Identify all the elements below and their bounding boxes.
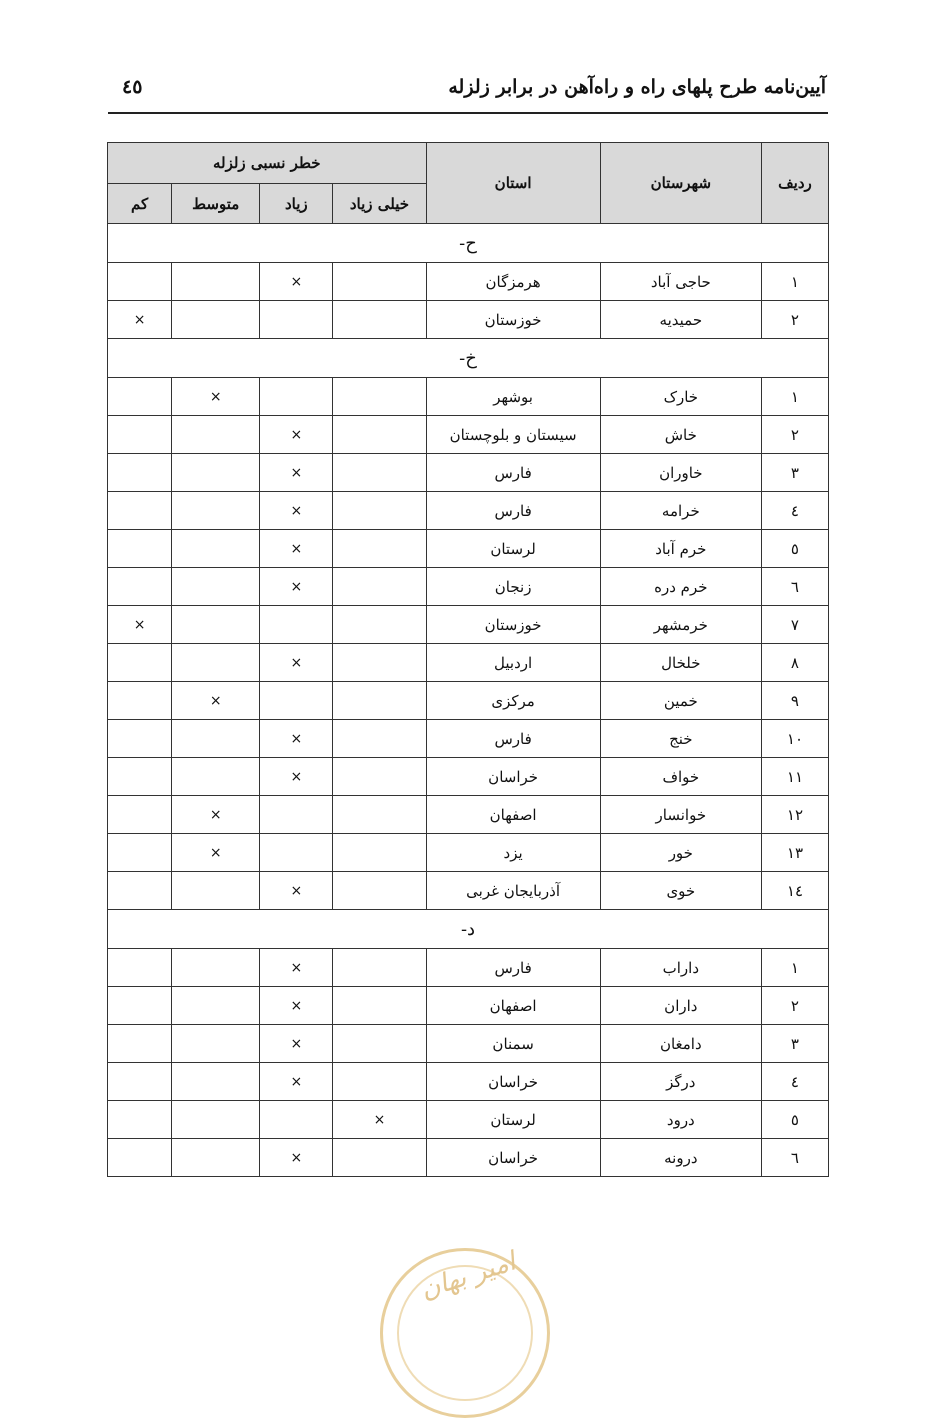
cell-province: مرکزی — [426, 682, 600, 720]
cell-county: داران — [600, 987, 761, 1025]
cell-low: × — [108, 606, 172, 644]
table-row — [108, 1101, 829, 1139]
cell-low — [108, 1139, 172, 1177]
cell-very-high — [333, 1063, 426, 1101]
section-row — [108, 910, 829, 949]
cell-medium — [172, 1063, 260, 1101]
cell-medium — [172, 301, 260, 339]
cell-province: فارس — [426, 454, 600, 492]
cell-low — [108, 949, 172, 987]
section-label: خ- — [108, 339, 829, 378]
header-very-high: خیلی زیاد — [333, 184, 426, 224]
cell-province: فارس — [426, 492, 600, 530]
cell-province: یزد — [426, 834, 600, 872]
table-row — [108, 872, 829, 910]
cell-row-number: ٦ — [761, 1139, 828, 1177]
cell-province: اردبیل — [426, 644, 600, 682]
cell-high: × — [260, 416, 333, 454]
cell-province: لرستان — [426, 1101, 600, 1139]
header-medium: متوسط — [172, 184, 260, 224]
table-row — [108, 987, 829, 1025]
cell-high: × — [260, 758, 333, 796]
cell-very-high — [333, 416, 426, 454]
cell-very-high — [333, 949, 426, 987]
section-row — [108, 224, 829, 263]
cell-low — [108, 378, 172, 416]
cell-high — [260, 682, 333, 720]
cell-low — [108, 796, 172, 834]
cell-very-high — [333, 454, 426, 492]
cell-province: خوزستان — [426, 301, 600, 339]
cell-county: درونه — [600, 1139, 761, 1177]
cell-county: خوانسار — [600, 796, 761, 834]
table-row — [108, 1063, 829, 1101]
cell-county: حاجی آباد — [600, 263, 761, 301]
table-row — [108, 568, 829, 606]
cell-province: لرستان — [426, 530, 600, 568]
cell-very-high — [333, 720, 426, 758]
table-row — [108, 263, 829, 301]
cell-province: هرمزگان — [426, 263, 600, 301]
cell-medium — [172, 492, 260, 530]
cell-high: × — [260, 530, 333, 568]
cell-medium — [172, 568, 260, 606]
cell-province: خراسان — [426, 758, 600, 796]
cell-high: × — [260, 454, 333, 492]
cell-low — [108, 1101, 172, 1139]
section-label: د- — [108, 910, 829, 949]
table-body — [108, 224, 829, 1177]
cell-row-number: ٥ — [761, 1101, 828, 1139]
seismic-risk-table — [107, 142, 829, 1177]
cell-high: × — [260, 720, 333, 758]
cell-low: × — [108, 301, 172, 339]
publisher-seal-logo — [380, 1248, 550, 1418]
cell-row-number: ١٠ — [761, 720, 828, 758]
cell-row-number: ١ — [761, 949, 828, 987]
cell-very-high — [333, 606, 426, 644]
cell-high — [260, 834, 333, 872]
header-province: استان — [426, 143, 600, 224]
cell-row-number: ٧ — [761, 606, 828, 644]
cell-province: سمنان — [426, 1025, 600, 1063]
cell-low — [108, 1063, 172, 1101]
cell-very-high — [333, 644, 426, 682]
cell-low — [108, 682, 172, 720]
page-title: آیین‌نامه طرح پلهای راه و راه‌آهن در برابر زلزله — [448, 76, 826, 98]
cell-county: درگز — [600, 1063, 761, 1101]
table-row — [108, 1025, 829, 1063]
cell-province: خراسان — [426, 1063, 600, 1101]
cell-row-number: ٦ — [761, 568, 828, 606]
cell-low — [108, 492, 172, 530]
cell-row-number: ٣ — [761, 1025, 828, 1063]
cell-low — [108, 758, 172, 796]
header-low: کم — [108, 184, 172, 224]
table-row — [108, 949, 829, 987]
cell-medium — [172, 987, 260, 1025]
table-row — [108, 1139, 829, 1177]
cell-medium — [172, 1101, 260, 1139]
cell-row-number: ٤ — [761, 492, 828, 530]
cell-low — [108, 1025, 172, 1063]
cell-county: درود — [600, 1101, 761, 1139]
header-risk-group: خطر نسبی زلزله — [108, 143, 427, 184]
cell-high: × — [260, 644, 333, 682]
page-number: ٤٥ — [122, 76, 143, 98]
cell-low — [108, 530, 172, 568]
cell-high: × — [260, 492, 333, 530]
cell-row-number: ١٤ — [761, 872, 828, 910]
cell-low — [108, 644, 172, 682]
cell-high: × — [260, 263, 333, 301]
cell-high — [260, 1101, 333, 1139]
cell-row-number: ٤ — [761, 1063, 828, 1101]
cell-very-high — [333, 1025, 426, 1063]
cell-medium — [172, 1139, 260, 1177]
cell-medium — [172, 530, 260, 568]
table-row — [108, 682, 829, 720]
table-row — [108, 492, 829, 530]
table-row — [108, 606, 829, 644]
cell-medium: × — [172, 834, 260, 872]
cell-high: × — [260, 1063, 333, 1101]
cell-low — [108, 416, 172, 454]
cell-county: حمیدیه — [600, 301, 761, 339]
cell-province: اصفهان — [426, 796, 600, 834]
cell-province: آذربایجان غربی — [426, 872, 600, 910]
cell-low — [108, 834, 172, 872]
cell-very-high — [333, 301, 426, 339]
cell-county: خمین — [600, 682, 761, 720]
cell-very-high — [333, 682, 426, 720]
cell-province: اصفهان — [426, 987, 600, 1025]
header-county: شهرستان — [600, 143, 761, 224]
seal-lettering: امیر بهان — [416, 1246, 520, 1306]
table-row — [108, 720, 829, 758]
cell-high: × — [260, 1139, 333, 1177]
cell-high: × — [260, 568, 333, 606]
table-row — [108, 530, 829, 568]
cell-county: خوی — [600, 872, 761, 910]
header-row-number: ردیف — [761, 143, 828, 224]
cell-county: خور — [600, 834, 761, 872]
cell-medium — [172, 263, 260, 301]
cell-medium: × — [172, 378, 260, 416]
cell-very-high — [333, 872, 426, 910]
table-row — [108, 834, 829, 872]
cell-low — [108, 454, 172, 492]
cell-high — [260, 378, 333, 416]
cell-row-number: ٨ — [761, 644, 828, 682]
cell-county: خرمشهر — [600, 606, 761, 644]
section-label: ح- — [108, 224, 829, 263]
cell-province: بوشهر — [426, 378, 600, 416]
cell-row-number: ٣ — [761, 454, 828, 492]
cell-province: زنجان — [426, 568, 600, 606]
cell-county: خرم دره — [600, 568, 761, 606]
cell-medium: × — [172, 682, 260, 720]
cell-high: × — [260, 1025, 333, 1063]
cell-province: فارس — [426, 949, 600, 987]
cell-very-high: × — [333, 1101, 426, 1139]
cell-row-number: ١ — [761, 378, 828, 416]
table-header — [108, 143, 829, 224]
cell-very-high — [333, 263, 426, 301]
cell-row-number: ٢ — [761, 416, 828, 454]
table-row — [108, 301, 829, 339]
cell-low — [108, 568, 172, 606]
cell-medium: × — [172, 796, 260, 834]
cell-row-number: ٢ — [761, 987, 828, 1025]
cell-very-high — [333, 834, 426, 872]
cell-county: داراب — [600, 949, 761, 987]
section-row — [108, 339, 829, 378]
cell-low — [108, 263, 172, 301]
cell-medium — [172, 949, 260, 987]
cell-county: خاوران — [600, 454, 761, 492]
table-row — [108, 796, 829, 834]
cell-row-number: ١٣ — [761, 834, 828, 872]
cell-county: دامغان — [600, 1025, 761, 1063]
cell-medium — [172, 872, 260, 910]
cell-high: × — [260, 987, 333, 1025]
cell-row-number: ٩ — [761, 682, 828, 720]
cell-low — [108, 720, 172, 758]
cell-low — [108, 872, 172, 910]
cell-medium — [172, 1025, 260, 1063]
cell-very-high — [333, 378, 426, 416]
cell-medium — [172, 606, 260, 644]
cell-very-high — [333, 1139, 426, 1177]
cell-county: خلخال — [600, 644, 761, 682]
cell-high — [260, 606, 333, 644]
cell-county: خاش — [600, 416, 761, 454]
cell-province: فارس — [426, 720, 600, 758]
table-row — [108, 416, 829, 454]
cell-medium — [172, 416, 260, 454]
cell-row-number: ١ — [761, 263, 828, 301]
cell-very-high — [333, 492, 426, 530]
cell-province: سیستان و بلوچستان — [426, 416, 600, 454]
cell-very-high — [333, 568, 426, 606]
cell-very-high — [333, 796, 426, 834]
cell-county: خنج — [600, 720, 761, 758]
cell-county: خواف — [600, 758, 761, 796]
cell-row-number: ٢ — [761, 301, 828, 339]
cell-province: خراسان — [426, 1139, 600, 1177]
cell-medium — [172, 644, 260, 682]
cell-county: خرامه — [600, 492, 761, 530]
cell-row-number: ١٢ — [761, 796, 828, 834]
cell-province: خوزستان — [426, 606, 600, 644]
cell-medium — [172, 454, 260, 492]
cell-low — [108, 987, 172, 1025]
cell-high: × — [260, 872, 333, 910]
cell-medium — [172, 720, 260, 758]
cell-high — [260, 796, 333, 834]
table-row — [108, 758, 829, 796]
cell-row-number: ٥ — [761, 530, 828, 568]
cell-medium — [172, 758, 260, 796]
table-row — [108, 454, 829, 492]
cell-high: × — [260, 949, 333, 987]
table-row — [108, 378, 829, 416]
cell-very-high — [333, 758, 426, 796]
cell-very-high — [333, 987, 426, 1025]
cell-county: خارک — [600, 378, 761, 416]
header-high: زیاد — [260, 184, 333, 224]
cell-high — [260, 301, 333, 339]
cell-row-number: ١١ — [761, 758, 828, 796]
cell-county: خرم آباد — [600, 530, 761, 568]
cell-very-high — [333, 530, 426, 568]
table-row — [108, 644, 829, 682]
page-header — [108, 72, 828, 114]
